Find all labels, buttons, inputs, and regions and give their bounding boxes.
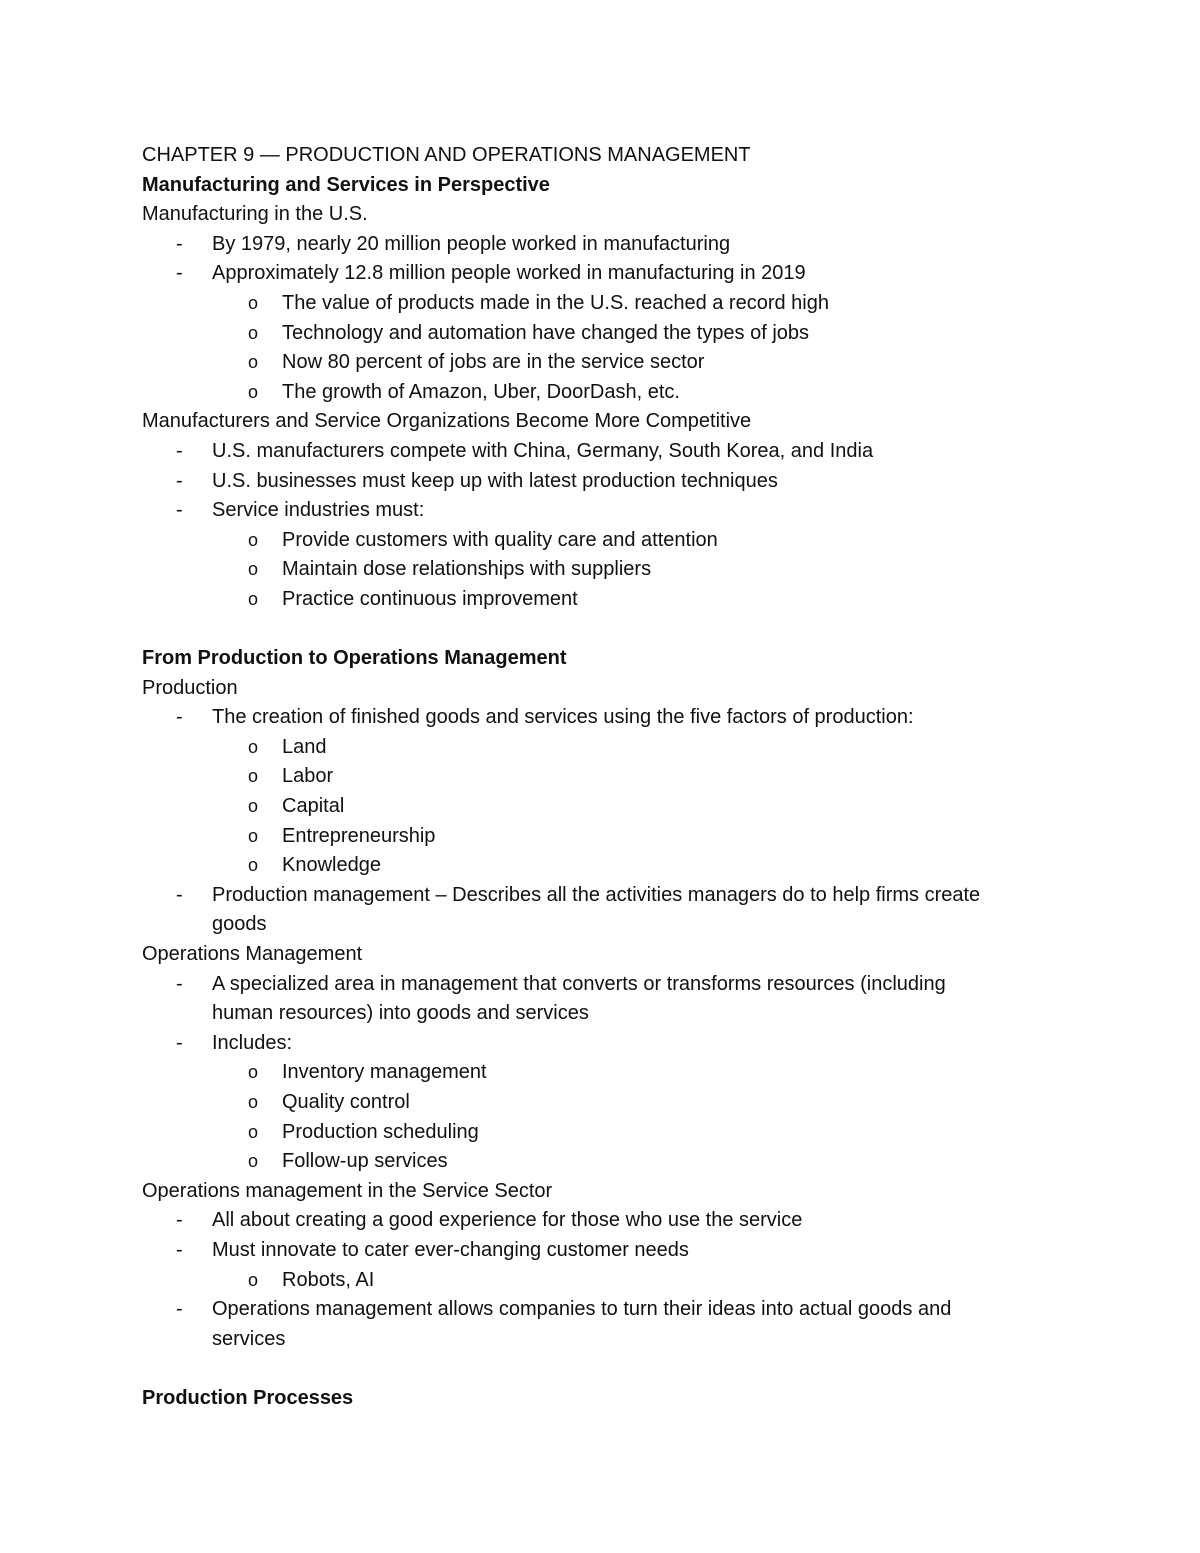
bullet-continuation xyxy=(142,910,1082,940)
line-text: All about creating a good experience for those who use the service xyxy=(212,1209,803,1232)
circle-marker: o xyxy=(248,529,259,550)
circle-marker: o xyxy=(248,796,259,817)
dash-marker: - xyxy=(176,1209,183,1232)
circle-marker: o xyxy=(248,1269,259,1290)
circle-marker: o xyxy=(248,292,259,313)
bullet-continuation xyxy=(142,999,1082,1029)
line-text: U.S. manufacturers compete with China, Germany, South Korea, and India xyxy=(212,439,874,462)
line-text: Maintain dose relationships with suppliers xyxy=(282,558,652,581)
sub-bullet-item xyxy=(142,1147,1082,1177)
line-text: Knowledge xyxy=(282,854,381,877)
sub-bullet-item xyxy=(142,555,1082,585)
circle-marker: o xyxy=(248,736,259,757)
bullet-item xyxy=(142,1029,1082,1059)
line-text: Follow-up services xyxy=(282,1150,448,1173)
blank-line xyxy=(142,1354,1082,1384)
bullet-item xyxy=(142,970,1082,1000)
line-text: Operations management in the Service Sector xyxy=(142,1179,553,1202)
line-text: Provide customers with quality care and attention xyxy=(282,528,718,551)
bullet-item xyxy=(142,881,1082,911)
sub-bullet-item xyxy=(142,733,1082,763)
sub-bullet-item xyxy=(142,1088,1082,1118)
circle-marker: o xyxy=(248,1062,259,1083)
sub-bullet-item xyxy=(142,348,1082,378)
sub-bullet-item xyxy=(142,378,1082,408)
section-heading xyxy=(142,644,1082,674)
subsection-heading xyxy=(142,1177,1082,1207)
line-text: CHAPTER 9 — PRODUCTION AND OPERATIONS MANAGEMENT xyxy=(142,144,751,166)
line-text: Technology and automation have changed the types of jobs xyxy=(282,321,810,344)
line-text: Capital xyxy=(282,795,345,818)
dash-marker: - xyxy=(176,439,183,462)
dash-marker: - xyxy=(176,1031,183,1054)
sub-bullet-item xyxy=(142,762,1082,792)
blank-line xyxy=(142,615,1082,645)
bullet-item xyxy=(142,437,1082,467)
line-text: Entrepreneurship xyxy=(282,824,436,847)
bullet-item xyxy=(142,230,1082,260)
sub-bullet-item xyxy=(142,1058,1082,1088)
line-text: Now 80 percent of jobs are in the service sector xyxy=(282,351,705,374)
document-page xyxy=(142,141,1082,1414)
circle-marker: o xyxy=(248,322,259,343)
circle-marker: o xyxy=(248,352,259,373)
circle-marker: o xyxy=(248,855,259,876)
subsection-heading xyxy=(142,940,1082,970)
sub-bullet-item xyxy=(142,1118,1082,1148)
line-text: Manufacturing in the U.S. xyxy=(142,203,368,226)
sub-bullet-item xyxy=(142,851,1082,881)
line-text: Manufacturers and Service Organizations Become More Competitive xyxy=(142,410,752,433)
dash-marker: - xyxy=(176,1238,183,1261)
line-text: Production scheduling xyxy=(282,1120,479,1143)
bullet-item xyxy=(142,496,1082,526)
bullet-item xyxy=(142,1206,1082,1236)
dash-marker: - xyxy=(176,883,183,906)
sub-bullet-item xyxy=(142,1266,1082,1296)
dash-marker: - xyxy=(176,972,183,995)
line-text: Operations management allows companies to turn their ideas into actual goods and xyxy=(212,1298,952,1321)
line-text: Operations Management xyxy=(142,943,363,966)
line-text: Production management – Describes all the activities managers do to help firms create xyxy=(212,883,981,906)
sub-bullet-item xyxy=(142,319,1082,349)
circle-marker: o xyxy=(248,588,259,609)
line-text: The value of products made in the U.S. reached a record high xyxy=(282,291,829,314)
circle-marker: o xyxy=(248,559,259,580)
circle-marker: o xyxy=(248,1121,259,1142)
line-text: By 1979, nearly 20 million people worked in manufacturing xyxy=(212,232,731,255)
line-text: Practice continuous improvement xyxy=(282,587,578,610)
line-text: Robots, AI xyxy=(282,1268,375,1291)
section-heading xyxy=(142,171,1082,201)
line-text: Land xyxy=(282,735,327,758)
sub-bullet-item xyxy=(142,792,1082,822)
sub-bullet-item xyxy=(142,289,1082,319)
bullet-item xyxy=(142,467,1082,497)
line-text: Must innovate to cater ever-changing customer needs xyxy=(212,1238,689,1261)
bullet-item xyxy=(142,259,1082,289)
line-text: From Production to Operations Management xyxy=(142,647,567,670)
dash-marker: - xyxy=(176,1298,183,1321)
sub-bullet-item xyxy=(142,526,1082,556)
line-text: Includes: xyxy=(212,1031,293,1054)
subsection-heading xyxy=(142,407,1082,437)
subsection-heading xyxy=(142,674,1082,704)
circle-marker: o xyxy=(248,1151,259,1172)
line-text: U.S. businesses must keep up with latest production techniques xyxy=(212,469,778,492)
line-text: human resources) into goods and services xyxy=(212,1002,589,1025)
line-text: Inventory management xyxy=(282,1061,487,1084)
sub-bullet-item xyxy=(142,822,1082,852)
sub-bullet-item xyxy=(142,585,1082,615)
bullet-item xyxy=(142,1295,1082,1325)
line-text: Quality control xyxy=(282,1091,410,1113)
line-text: Production Processes xyxy=(142,1386,354,1409)
line-text: The creation of finished goods and services using the five factors of production: xyxy=(212,706,914,729)
line-text: Manufacturing and Services in Perspective xyxy=(142,173,550,196)
line-text: services xyxy=(212,1327,286,1350)
subsection-heading xyxy=(142,141,1082,171)
line-text: goods xyxy=(212,913,267,936)
line-text: Production xyxy=(142,676,238,699)
circle-marker: o xyxy=(248,381,259,402)
line-text: Labor xyxy=(282,765,334,788)
line-text: A specialized area in management that converts or transforms resources (including xyxy=(212,972,946,995)
dash-marker: - xyxy=(176,262,183,285)
line-text: Approximately 12.8 million people worked in manufacturing in 2019 xyxy=(212,262,806,285)
dash-marker: - xyxy=(176,232,183,255)
section-heading xyxy=(142,1384,1082,1414)
dash-marker: - xyxy=(176,499,183,522)
bullet-item xyxy=(142,1236,1082,1266)
line-text: Service industries must: xyxy=(212,499,425,522)
bullet-continuation xyxy=(142,1325,1082,1355)
bullet-item xyxy=(142,703,1082,733)
dash-marker: - xyxy=(176,469,183,492)
circle-marker: o xyxy=(248,766,259,787)
dash-marker: - xyxy=(176,706,183,729)
circle-marker: o xyxy=(248,825,259,846)
circle-marker: o xyxy=(248,1092,259,1112)
subsection-heading xyxy=(142,200,1082,230)
line-text: The growth of Amazon, Uber, DoorDash, etc. xyxy=(282,380,680,403)
